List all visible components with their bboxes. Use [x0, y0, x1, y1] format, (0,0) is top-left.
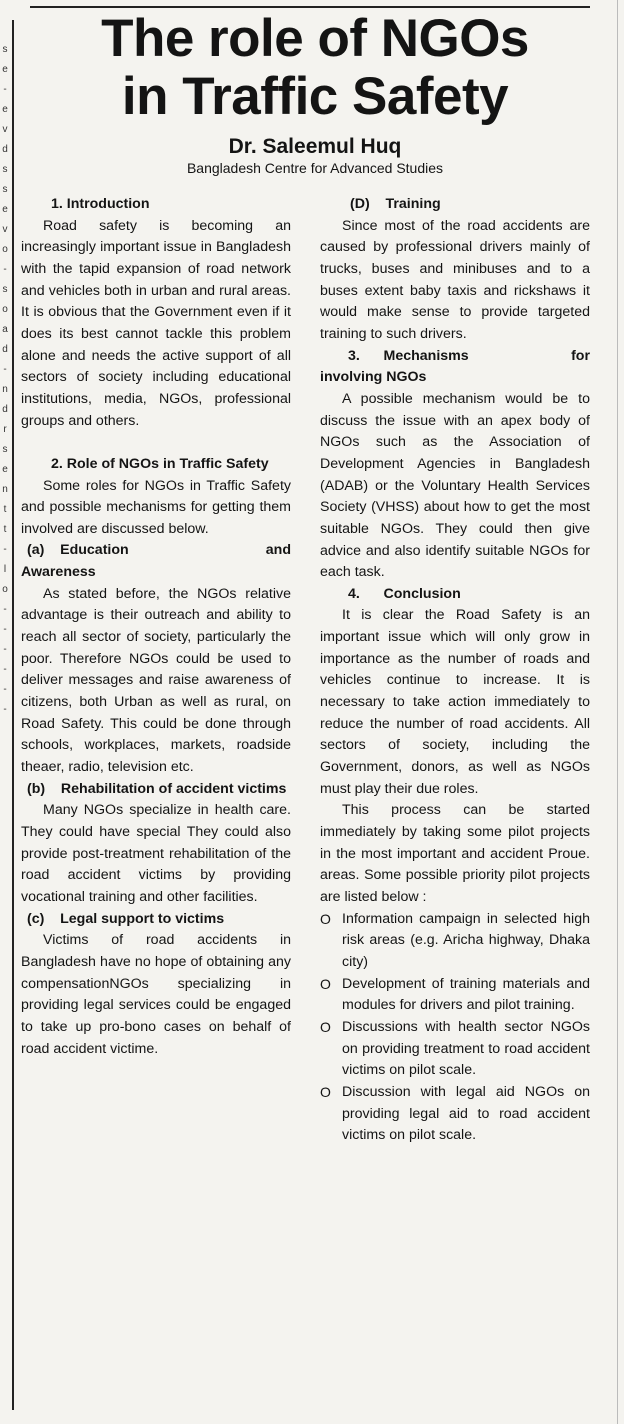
- edge-fragment: s: [2, 44, 8, 55]
- top-border-rule: [30, 0, 590, 8]
- edge-fragment: t: [3, 504, 7, 515]
- edge-fragment: r: [3, 424, 7, 435]
- edge-fragment: o: [2, 304, 8, 315]
- mechanisms-heading-for: for: [571, 347, 590, 364]
- edge-fragment: e: [2, 104, 8, 115]
- role-paragraph: Some roles for NGOs in Traffic Safety and possible mechanisms for getting them involved are discussed below.: [21, 477, 291, 537]
- edge-fragment: o: [2, 244, 8, 255]
- legal-heading: [21, 909, 291, 931]
- article-header: [16, 10, 614, 177]
- edge-fragment: a: [2, 324, 8, 335]
- training-label: (D): [350, 196, 370, 212]
- mechanisms-number: 3.: [348, 347, 360, 364]
- list-item: [320, 974, 590, 1017]
- edge-fragment: e: [2, 464, 8, 475]
- edge-fragment: -: [3, 604, 7, 615]
- edge-fragment: -: [3, 684, 7, 695]
- mechanisms-heading-word: Mechanisms: [383, 347, 469, 364]
- legal-paragraph: Victims of road accidents in Bangladesh have no hope of obtaining any compensationNGOs specializing in providing legal services could be engaged to take up pro-bono cases on behalf of road accident victime.: [21, 932, 291, 1057]
- training-heading-text: Training: [385, 196, 441, 212]
- conclusion-paragraph-1: It is clear the Road Safety is an important issue which will only grow in importance as the number of roads and vehicles continue to increase. It is necessary to take action immediately to reduce the number of road accidents. All sectors of society, including the Government, donors, as well as NGOs must play their due roles.: [320, 607, 590, 797]
- list-item: [320, 1017, 590, 1082]
- role-heading: 2. Role of NGOs in Traffic Safety: [51, 455, 269, 472]
- edge-fragment: s: [2, 284, 8, 295]
- education-heading-and: and: [265, 542, 291, 559]
- column-divider-left: [12, 20, 14, 1410]
- involving-ngos-heading: involving NGOs: [320, 369, 427, 386]
- list-item-text: Development of training materials and modules for drivers and pilot training.: [342, 975, 590, 1014]
- edge-fragment: -: [3, 664, 7, 675]
- edge-fragment: d: [2, 144, 8, 155]
- intro-heading: 1. Introduction: [51, 196, 150, 212]
- edge-fragment: -: [3, 704, 7, 715]
- mechanisms-paragraph: A possible mechanism would be to discuss the issue with an apex body of NGOs such as the Association of Development Agencies in Bangladesh (ADAB) or the Voluntary Health Services Society (VHSS) about how to get the most suitable NGOs. They could then give advice and also identify suitable NGOs for each task.: [320, 390, 590, 581]
- edge-fragment: -: [3, 644, 7, 655]
- edge-fragment: t: [3, 524, 7, 535]
- training-heading: [320, 194, 590, 216]
- training-paragraph: Since most of the road accidents are caused by professional drivers mainly of trucks, buses and minibuses and to a buses extent baby taxis and rickshaws it would make sense to provide targeted training to such drivers.: [320, 217, 590, 342]
- rehab-paragraph: Many NGOs specialize in health care. They could have special They could also provide post-treatment rehabilitation of the road accident victims by providing vocational training and other facilities.: [21, 802, 291, 905]
- list-item-text: Discussions with health sector NGOs on providing treatment to road accident victims on pilot scale.: [342, 1018, 590, 1079]
- conclusion-paragraph-2: This process can be started immediately by taking some pilot projects in the most important and accident Proue. areas. Some possible priority pilot projects are listed below :: [320, 802, 590, 905]
- edge-fragment: o: [2, 584, 8, 595]
- edge-fragment: e: [2, 204, 8, 215]
- title-line-2: in Traffic Safety: [121, 67, 509, 126]
- education-label: (a): [27, 542, 45, 559]
- page-edge-right: [617, 0, 618, 1424]
- bullet-circle-icon: O: [320, 1018, 331, 1035]
- edge-fragment: n: [2, 484, 8, 495]
- author-affiliation: Bangladesh Centre for Advanced Studies: [186, 160, 444, 176]
- edge-fragment: -: [3, 544, 7, 555]
- awareness-heading: Awareness: [21, 564, 96, 581]
- adjacent-column-fragments: [0, 40, 10, 720]
- author-name: Dr. Saleemul Huq: [228, 135, 402, 158]
- edge-fragment: s: [2, 164, 8, 175]
- edge-fragment: v: [2, 224, 8, 235]
- conclusion-heading: [320, 584, 590, 606]
- bullet-circle-icon: O: [320, 975, 331, 992]
- education-heading-word: Education: [60, 542, 129, 559]
- article-title: [16, 10, 614, 126]
- edge-fragment: v: [2, 124, 8, 135]
- rehab-heading: [21, 779, 291, 801]
- edge-fragment: s: [2, 184, 8, 195]
- list-item-text: Discussion with legal aid NGOs on providing legal aid to road accident victims on pilot scale.: [342, 1083, 590, 1144]
- list-item-text: Information campaign in selected high risk areas (e.g. Aricha highway, Dhaka city): [342, 910, 590, 970]
- legal-label: (c): [27, 910, 45, 927]
- list-item: [320, 1082, 590, 1147]
- rehab-label: (b): [27, 780, 46, 797]
- title-line-1: The role of NGOs: [101, 9, 529, 68]
- edge-fragment: -: [3, 84, 7, 95]
- right-column: [320, 194, 590, 1147]
- mechanisms-heading: [320, 346, 590, 368]
- edge-fragment: d: [2, 404, 8, 415]
- edge-fragment: -: [3, 624, 7, 635]
- edge-fragment: l: [3, 564, 7, 575]
- bullet-circle-icon: O: [320, 910, 331, 927]
- rehab-heading-text: Rehabilitation of accident victims: [60, 780, 287, 797]
- education-heading: [21, 540, 291, 562]
- bullet-circle-icon: O: [320, 1083, 331, 1100]
- edge-fragment: d: [2, 344, 8, 355]
- conclusion-number: 4.: [348, 585, 360, 602]
- edge-fragment: s: [2, 444, 8, 455]
- edge-fragment: e: [2, 64, 8, 75]
- edge-fragment: n: [2, 384, 8, 395]
- edge-fragment: -: [3, 364, 7, 375]
- pilot-projects-list: [320, 909, 590, 1147]
- education-paragraph: As stated before, the NGOs relative advantage is their outreach and ability to reach all sector of society, particularly the poor. Therefore NGOs could be used to deliver messages and raise awareness of citizens, both Urban as well as rural, on Road Safety. This could be done through schools, workplaces, markets, roadside theaer, radio, television etc.: [21, 585, 291, 776]
- legal-heading-text: Legal support to victims: [60, 910, 225, 927]
- edge-fragment: -: [3, 264, 7, 275]
- left-column: [21, 194, 291, 1060]
- intro-paragraph: Road safety is becoming an increasingly important issue in Bangladesh with the tapid expansion of road network and vehicles both in urban and rural areas. It is obvious that the Government even if it does its best cannot tackle this problem alone and needs the active support of all sectors of society including educational institutions, media, NGOs, professional groups and others.: [21, 217, 291, 429]
- conclusion-heading-text: Conclusion: [383, 585, 461, 602]
- list-item: [320, 909, 590, 974]
